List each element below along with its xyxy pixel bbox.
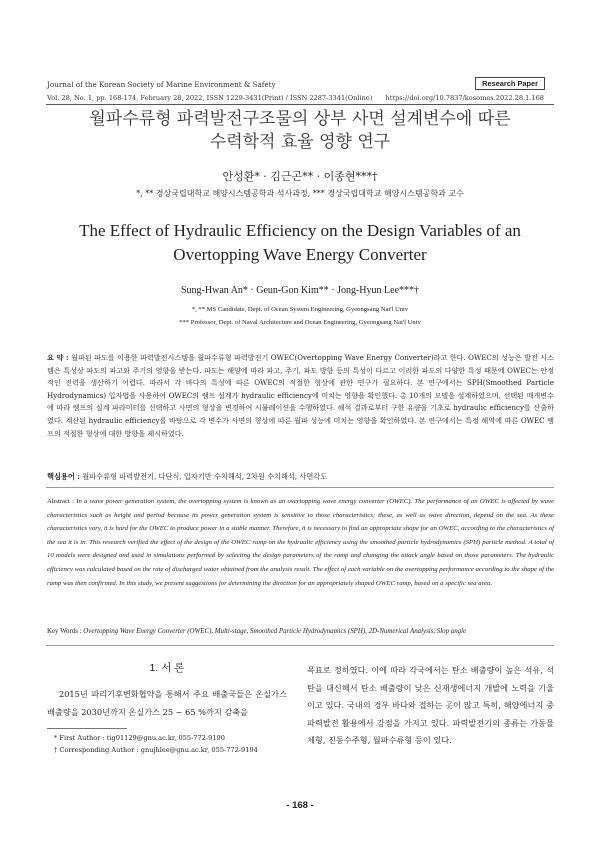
korean-keywords-label: 핵심용어 : — [47, 472, 80, 481]
english-affiliation-2: *** Professor, Dept. of Naval Architecture and Ocean Engineering, Gyeongsang Nat'l Univ — [179, 319, 421, 326]
korean-abstract-text: 월파된 파도를 이용한 파력발전시스템을 월파수류형 파력발전기 OWEC(Overtopping Wave Energy Converter)라고 한다. OWEC의 성능은 발전 시스템은 특성상 파도의 파고와 주기의 영향을 받는다. 파도는 해양에 따라 파고, 주기, 파도 방향 등의 특성이 다르고 이러한 파도의 다양한 특성 때문에 OWEC는 안정적인 전력을 생산하기 어렵다. 따라서 각 바다의 특성에 따른 OWEC의 적절한 형상에 관한 연구가 필요하다. 본 연구에서는 SPH(Smoothed Particle Hydrodynamics) 입자법을 사용하여 OWEC의 램프 설계가 hydraulic efficiency에 미치는 영향을 확인했다. 총 10개의 모델을 설계하였으며, 선택된 매개변수에 따라 램프의 설계 파라미터를 선택하고 사면의 형상을 변경하여 시뮬레이션을 수행하였다. 해석 결과로부터 구한 유량을 기초로 hydraulic efficiency를 산출하였다. 계산된 hydraulic efficiency를 바탕으로 각 변수가 사면의 형상에 따른 월파 성능에 미치는 영향을 확인하였다. 본 연구에서는 특정 해역에 따른 OWEC 램프의 적절한 형상에 대한 방향을 제시하였다. — [47, 353, 555, 438]
english-authors: Sung-Hwan An* · Geun-Gon Kim** · Jong-Hyun Lee***† — [180, 285, 420, 296]
english-abstract-text: In a wave power generation system, the overtopping system is known as an overtopping wave energy converter (OWEC). The performance of an OWEC is affected by wave characteristics such as height and period because its power generation system is sensitive to those characteristics; these, as well as wave direction, depend on the sea. As these characteristics vary, it is hard for the OWEC to produce power in a stable manner. Therefore, it is necessary to find an appropriate shape for an OWEC, according to the characteristics of the sea it is in. This research verified the effect of the design of the OWEC ramp on the hydraulic efficiency using the smoothed particle hydrodynamics (SPH) particle method. A total of 10 models were designed and used in simulations performed by selecting the design parameters of the ramp and changing the attack angle based on those parameters. The hydraulic efficiency was calculated based on the rate of discharged water obtained from the analysis result. The effect of each variable on the overtopping performance according to the shape of the ramp was then confirmed. In this study, we present suggestions for determining the direction for an appropriately shaped OWEC ramp, based on a specific sea area. — [47, 498, 555, 587]
english-abstract — [47, 495, 554, 590]
korean-affiliation: *, ** 경상국립대학교 해양시스템공학과 석사과정, *** 경상국립대학교 해양시스템공학과 교수 — [136, 189, 464, 198]
footnote-rule — [47, 728, 127, 729]
english-keywords-label: Key Words : — [47, 628, 82, 635]
introduction-left-text: 2015년 파리기후변화협약을 통해서 주요 배출국들은 온실가스 배출량을 2030년까지 온실가스 25 ~ 65 %까지 감축을 — [47, 689, 287, 717]
korean-abstract-label: 요 약 : — [47, 353, 69, 362]
korean-keywords-text: 월파수류형 파력발전기, 다단식, 입자기반 수치해석, 2차원 수치해석, 사면각도 — [82, 472, 328, 481]
paper-type-badge: Research Paper — [475, 77, 545, 90]
volume-info: Vol. 28, No. 1, pp. 168-174, February 28, 2022, ISSN 1229-3431(Print) / ISSN 2287-3341(Online) — [47, 94, 373, 102]
english-title-line-2: Overtopping Wave Energy Converter — [173, 245, 427, 264]
english-affiliation-1: *, ** MS Candidate, Dept. of Ocean System Engineering, Gyeongsang Nat'l Univ — [191, 306, 409, 313]
korean-keywords — [47, 472, 327, 482]
body-separator — [46, 645, 554, 646]
korean-title-line-1: 월파수류형 파력발전구조물의 상부 사면 설계변수에 따른 — [89, 109, 511, 129]
journal-name: Journal of the Korean Society of Marine Environment & Safety — [47, 80, 276, 89]
english-abstract-label: Abstract : — [47, 498, 74, 505]
korean-title-line-2: 수력학적 효율 영향 연구 — [209, 132, 391, 152]
abstract-separator — [46, 487, 554, 488]
english-keywords-text: Overtopping Wave Energy Converter (OWEC), Multi-stage, Smoothed Particle Hydrodynamics (SPH), 2D-Numerical Analysis, Slop angle — [83, 628, 467, 635]
page-number: - 168 - — [286, 800, 314, 811]
footnote-first-author: * First Author : tig01129@gnu.ac.kr, 055-772-9190 — [54, 734, 225, 742]
header-rule — [46, 104, 554, 105]
english-keywords — [47, 628, 466, 635]
doi-link[interactable]: https://doi.org/10.7837/kosomes.2022.28.1.168 — [385, 94, 544, 102]
korean-authors: 안성환* · 김근곤** · 이종현***† — [222, 170, 378, 183]
korean-abstract — [47, 352, 554, 440]
footnote-corresponding-author: † Corresponding Author : gnujhlee@gnu.ac.kr, 055-772-9194 — [54, 746, 258, 754]
introduction-right-text: 목표로 정하였다. 이에 따라 각국에서는 탄소 배출량이 높은 석유, 석탄을 대신해서 탄소 배출량이 낮은 신재생에너지 개발에 노력을 기울이고 있다. 국내의 경우 바다와 접하는 곳이 많고 특히, 해양에너지 중 파력발전 활용에서 강점을 가지고 있다. 파력발전기의 종류는 가동물체형, 진동수주형, 월파수류형 등이 있다. — [307, 665, 554, 746]
english-title-line-1: The Effect of Hydraulic Efficiency on the Design Variables of an — [79, 221, 521, 240]
section-heading-introduction: 1. 서 론 — [149, 662, 185, 674]
